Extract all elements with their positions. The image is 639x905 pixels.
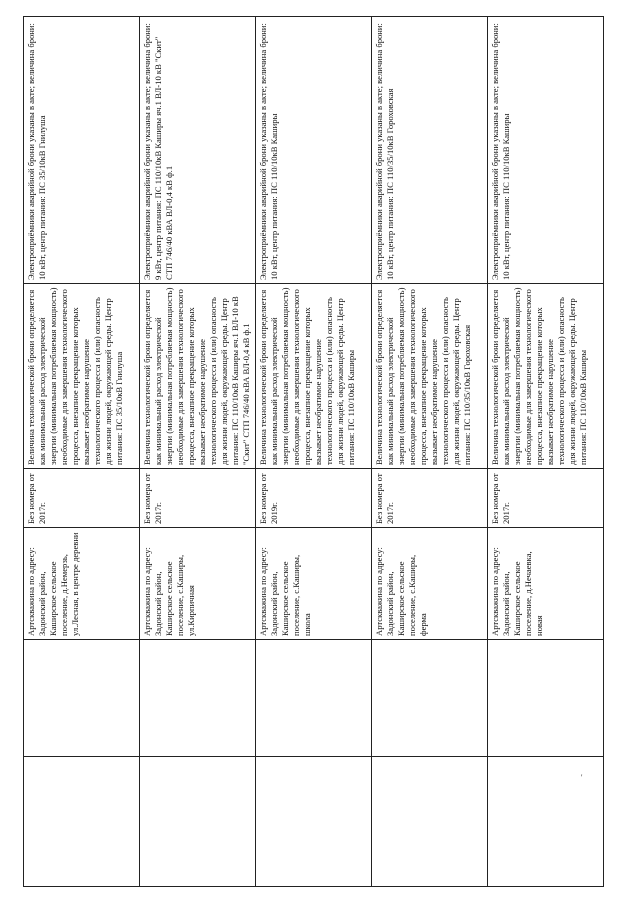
reserve-table [23,16,604,887]
empty-cell [488,757,604,887]
justification-cell: Величина технологической брони определяется как минимальный расход электрической энергии (минимальная потребляемая мощность) необходимые для завершения технологического процесса, внезапное прекращение которых вызывает необратимое нарушение технологического процесса и (или) опасность для жизни людей, окружающей среды. Центр питания: ПС 110/10кВ Каширы яч.1 ВЛ-10 кВ "Скит" СТП 746/40 кВА ВЛ-0,4 кВ ф.1 [140,284,256,469]
address-cell: Артскважина по адресу: Задонский район, Каширское сельское поселение, с.Каширы, школа [256,528,372,640]
justification-cell: Величина технологической брони определяется как минимальный расход электрической энергии (минимальная потребляемая мощность) необходимые для завершения технологического процесса, внезапное прекращение которых вызывает необратимое нарушение технологического процесса и (или) опасность для жизни людей, окружающей среды. Центр питания: ПС 110/10кВ Каширы [256,284,372,469]
justification-cell: Величина технологической брони определяется как минимальный расход электрической энергии (минимальная потребляемая мощность) необходимые для завершения технологического процесса, внезапное прекращение которых вызывает необратимое нарушение технологического процесса и (или) опасность для жизни людей, окружающей среды. Центр питания: ПС 110/35/10кВ Гороховская [372,284,488,469]
empty-cell [372,757,488,887]
act-number-cell: Без номера от 2017г. [140,469,256,528]
reserve-cell: Электроприёмники аварийной брони указаны в акте; величина брони: 10 кВт, центр питания: ПС 110/10кВ Каширы [488,17,604,284]
address-cell: Артскважина по адресу: Задонский район, Каширское сельское поселение, д.Нечаевка, новая [488,528,604,640]
act-number-cell: Без номера от 2017г. [488,469,604,528]
table-row [256,17,372,887]
empty-cell [256,640,372,757]
table-row [140,17,256,887]
stray-mark: ' [581,773,583,782]
justification-cell: Величина технологической брони определяется как минимальный расход электрической энергии (минимальная потребляемая мощность) необходимые для завершения технологического процесса, внезапное прекращение которых вызывает необратимое нарушение технологического процесса и (или) опасность для жизни людей, окружающей среды. Центр питания: ПС 35/10кВ Гнилуша [24,284,140,469]
empty-cell [372,640,488,757]
table-row [24,17,140,887]
justification-cell: Величина технологической брони определяется как минимальный расход электрической энергии (минимальная потребляемая мощность) необходимые для завершения технологического процесса, внезапное прекращение которых вызывает необратимое нарушение технологического процесса и (или) опасность для жизни людей, окружающей среды. Центр питания: ПС 110/10кВ Каширы [488,284,604,469]
address-cell: Артскважина по адресу: Задонский район, Каширское сельское поселение, с.Каширы, ул.Кирпичная [140,528,256,640]
reserve-cell: Электроприёмники аварийной брони указаны в акте; величина брони: 10 кВт, центр питания: ПС 110/10кВ Каширы [256,17,372,284]
act-number-cell: Без номера от 2017г. [24,469,140,528]
table-row [488,17,604,887]
empty-cell [24,640,140,757]
act-number-cell: Без номера от 2019г. [256,469,372,528]
empty-cell [256,757,372,887]
reserve-cell: Электроприёмники аварийной брони указаны в акте; величина брони: 10 кВт, центр питания: ПС 35/10кВ Гнилуша [24,17,140,284]
empty-cell [24,757,140,887]
empty-cell [140,757,256,887]
address-cell: Артскважина по адресу: Задонский район, Каширское сельское поселение, д.Немерзь, ул.Лесная, в центре деревни [24,528,140,640]
rotated-table-sheet [23,17,603,887]
reserve-cell: Электроприёмники аварийной брони указаны в акте; величина брони: 10 кВт, центр питания: ПС 110/35/10кВ Гороховская [372,17,488,284]
table-row [372,17,488,887]
empty-cell [140,640,256,757]
act-number-cell: Без номера от 2017г. [372,469,488,528]
empty-cell [488,640,604,757]
reserve-cell: Электроприёмники аварийной брони указаны в акте; величина брони: 9 кВт, центр питания: ПС 110/10кВ Каширы яч.1 ВЛ-10 кВ "Скит" СТП 746/40 кВА ВЛ-0,4 кВ ф.1 [140,17,256,284]
address-cell: Артскважина по адресу: Задонский район, Каширское сельское поселение, с.Каширы, ферма [372,528,488,640]
